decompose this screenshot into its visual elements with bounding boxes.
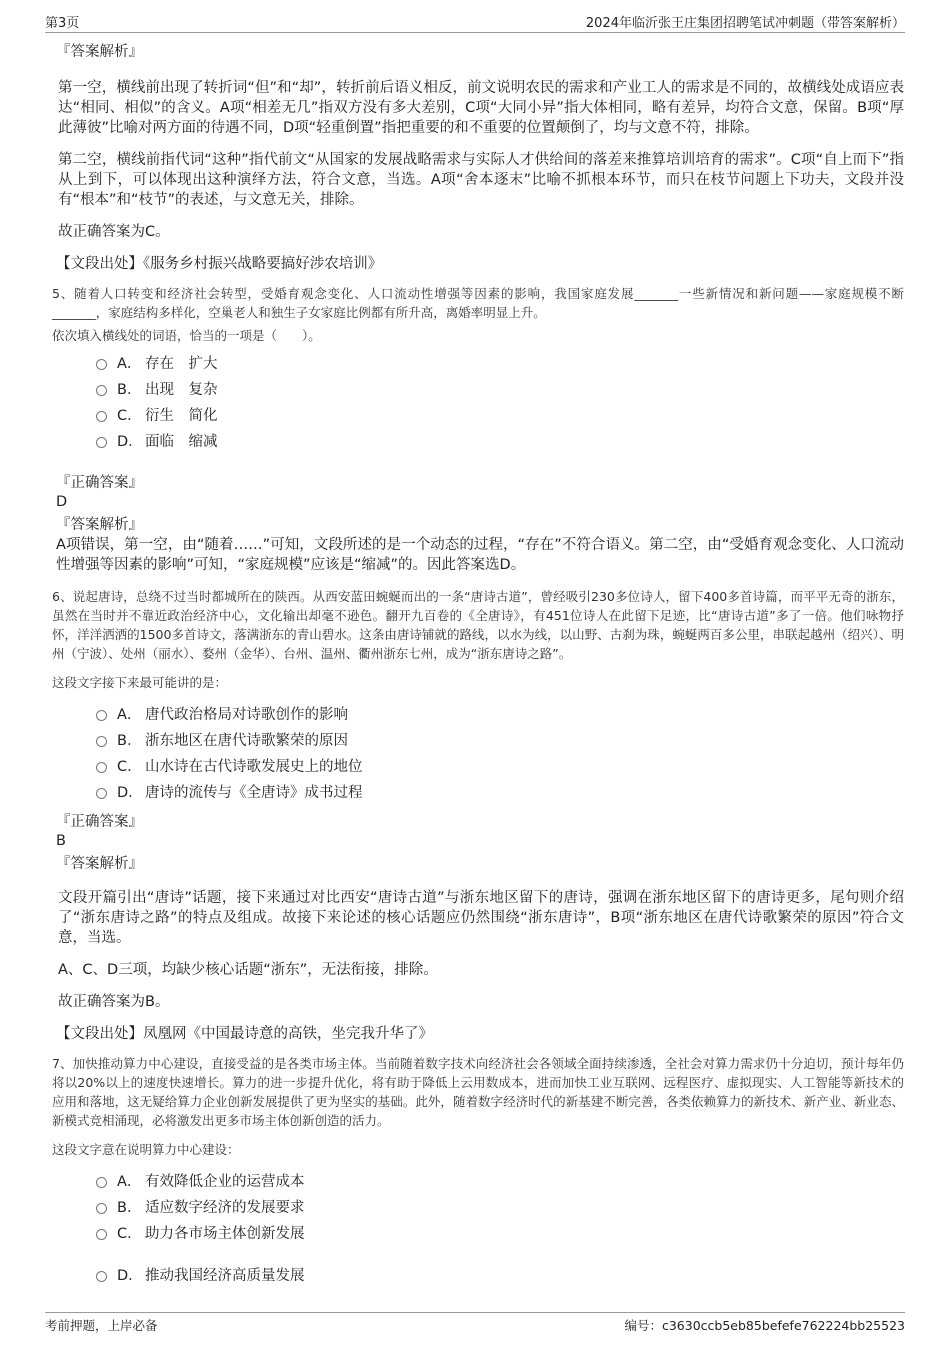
q6-analysis-para1: 文段开篇引出“唐诗”话题，接下来通过对比西安“唐诗古道”与浙东地区留下的唐诗，强调在浙东地区留下的唐诗更多，尾句则介绍了“浙东唐诗之路”的特点及组成。故接下来论述的核心话题应仍然围绕“浙东唐诗”，B项“浙东地区在唐代诗歌繁荣的原因”符合文意，当选。 <box>58 890 904 946</box>
q6-option-d[interactable]: D． 唐诗的流传与《全唐诗》成书过程 <box>96 780 904 806</box>
q6-analysis-para2: A、C、D三项，均缺少核心话题“浙东”，无法衔接，排除。 <box>58 962 438 978</box>
q5-answer-label: 『正确答案』 <box>56 475 143 491</box>
q5-option-c[interactable]: C． 衍生 简化 <box>96 403 904 429</box>
q4-analysis-label: 『答案解析』 <box>56 44 143 60</box>
q7-options <box>96 1169 904 1289</box>
document-code: 编号：c3630ccb5eb85befefe762224bb25523 <box>624 1318 905 1333</box>
q6-answer-label: 『正确答案』 <box>56 814 143 830</box>
q6-analysis-label: 『答案解析』 <box>56 856 143 872</box>
question-5 <box>52 284 904 575</box>
q5-analysis-label: 『答案解析』 <box>56 517 143 533</box>
page-header <box>45 12 905 33</box>
page-footer <box>45 1312 905 1335</box>
q5-options <box>96 351 904 455</box>
q4-conclusion: 故正确答案为C。 <box>58 224 170 240</box>
q6-option-c[interactable]: C． 山水诗在古代诗歌发展史上的地位 <box>96 754 904 780</box>
radio-icon[interactable] <box>96 762 107 773</box>
page-content <box>52 38 904 1295</box>
document-title: 2024年临沂张王庄集团招聘笔试冲刺题（带答案解析） <box>585 16 905 31</box>
q5-analysis: A项错误，第一空，由“随着……”可知，文段所述的是一个动态的过程，“存在”不符合语义。第二空，由“受婚育观念变化、人口流动性增强等因素的影响”可知，“家庭规模”应该是“缩减”的。因此答案选D。 <box>56 537 904 573</box>
radio-icon[interactable] <box>96 1177 107 1188</box>
radio-icon[interactable] <box>96 359 107 370</box>
radio-icon[interactable] <box>96 1203 107 1214</box>
q7-option-c[interactable]: C． 助力各市场主体创新发展 <box>96 1221 904 1247</box>
radio-icon[interactable] <box>96 1229 107 1240</box>
q5-stem: 5、随着人口转变和经济社会转型，受婚育观念变化、人口流动性增强等因素的影响，我国家庭发展_______一些新情况和新问题——家庭规模不断_______，家庭结构多样化，空巢老人和独生子女家庭比例都有所升高，离婚率明显上升。 <box>52 286 904 320</box>
question-6 <box>52 587 904 1044</box>
q4-analysis-para1: 第一空，横线前出现了转折词“但”和“却”，转折前后语义相反，前文说明农民的需求和产业工人的需求是不同的，故横线处成语应表达“相同、相似”的含义。A项“相差无几”指双方没有多大差别，C项“大同小异”指大体相同，略有差异，均符合文意，保留。B项“厚此薄彼”比喻对两方面的待遇不同，D项“轻重倒置”指把重要的和不重要的位置颠倒了，均与文意不符，排除。 <box>58 80 904 136</box>
radio-icon[interactable] <box>96 736 107 747</box>
q7-option-b[interactable]: B． 适应数字经济的发展要求 <box>96 1195 904 1221</box>
q5-option-a[interactable]: A． 存在 扩大 <box>96 351 904 377</box>
q6-stem: 6、说起唐诗，总绕不过当时都城所在的陕西。从西安蓝田蜿蜒而出的一条“唐诗古道”，曾经吸引230多位诗人，留下400多首诗篇，而平平无奇的浙东，虽然在当时并不靠近政治经济中心，文化输出却毫不逊色。翻开九百卷的《全唐诗》，有451位诗人在此留下足迹，比“唐诗古道”多了一倍。他们咏物抒怀，洋洋洒洒的1500多首诗文，落满浙东的青山碧水。这条由唐诗铺就的路线，以水为线，以山野、古刹为珠，蜿蜒两百多公里，串联起越州（绍兴）、明州（宁波）、处州（丽水）、婺州（金华）、台州、温州、衢州浙东七州，成为“浙东唐诗之路”。 <box>52 589 904 661</box>
q7-option-a[interactable]: A． 有效降低企业的运营成本 <box>96 1169 904 1195</box>
radio-icon[interactable] <box>96 385 107 396</box>
q7-option-d[interactable]: D． 推动我国经济高质量发展 <box>96 1263 904 1289</box>
radio-icon[interactable] <box>96 788 107 799</box>
page-number: 第3页 <box>45 16 80 31</box>
q4-analysis-para2: 第二空，横线前指代词“这种”指代前文“从国家的发展战略需求与实际人才供给间的落差来推算培训培育的需求”。C项“自上而下”指从上到下，可以体现出这种演绎方法，符合文意，当选。A项“舍本逐末”比喻不抓根本环节，而只在枝节问题上下功夫，文段并没有“根本”和“枝节”的表述，与文意无关，排除。 <box>58 152 904 208</box>
q5-ask: 依次填入横线处的词语，恰当的一项是（ ）。 <box>52 328 321 343</box>
question-7 <box>52 1054 904 1289</box>
q6-option-b[interactable]: B． 浙东地区在唐代诗歌繁荣的原因 <box>96 728 904 754</box>
q6-options <box>96 702 904 806</box>
q6-conclusion: 故正确答案为B。 <box>58 994 170 1010</box>
q7-ask: 这段文字意在说明算力中心建设： <box>52 1142 240 1157</box>
q5-answer: D <box>56 494 68 510</box>
radio-icon[interactable] <box>96 710 107 721</box>
radio-icon[interactable] <box>96 437 107 448</box>
q6-ask: 这段文字接下来最可能讲的是： <box>52 675 228 690</box>
q6-answer: B <box>56 833 66 849</box>
q5-option-d[interactable]: D． 面临 缩减 <box>96 429 904 455</box>
radio-icon[interactable] <box>96 1271 107 1282</box>
q7-stem: 7、加快推动算力中心建设，直接受益的是各类市场主体。当前随着数字技术向经济社会各领域全面持续渗透，全社会对算力需求仍十分迫切，预计每年仍将以20%以上的速度快速增长。算力的进一步提升优化，将有助于降低上云用数成本，进而加快工业互联网、远程医疗、虚拟现实、人工智能等新技术的应用和落地，这无疑给算力企业创新发展提供了更为坚实的基础。此外，随着数字经济时代的新基建不断完善，各类依赖算力的新技术、新产业、新业态、新模式竞相涌现，必将激发出更多市场主体创新创造的活力。 <box>52 1056 904 1128</box>
q5-option-b[interactable]: B． 出现 复杂 <box>96 377 904 403</box>
q6-option-a[interactable]: A． 唐代政治格局对诗歌创作的影响 <box>96 702 904 728</box>
q4-source: 【文段出处】《服务乡村振兴战略要搞好涉农培训》 <box>56 256 383 272</box>
q6-source: 【文段出处】凤凰网《中国最诗意的高铁，坐完我升华了》 <box>56 1026 433 1042</box>
radio-icon[interactable] <box>96 411 107 422</box>
footer-slogan: 考前押题，上岸必备 <box>45 1318 158 1333</box>
